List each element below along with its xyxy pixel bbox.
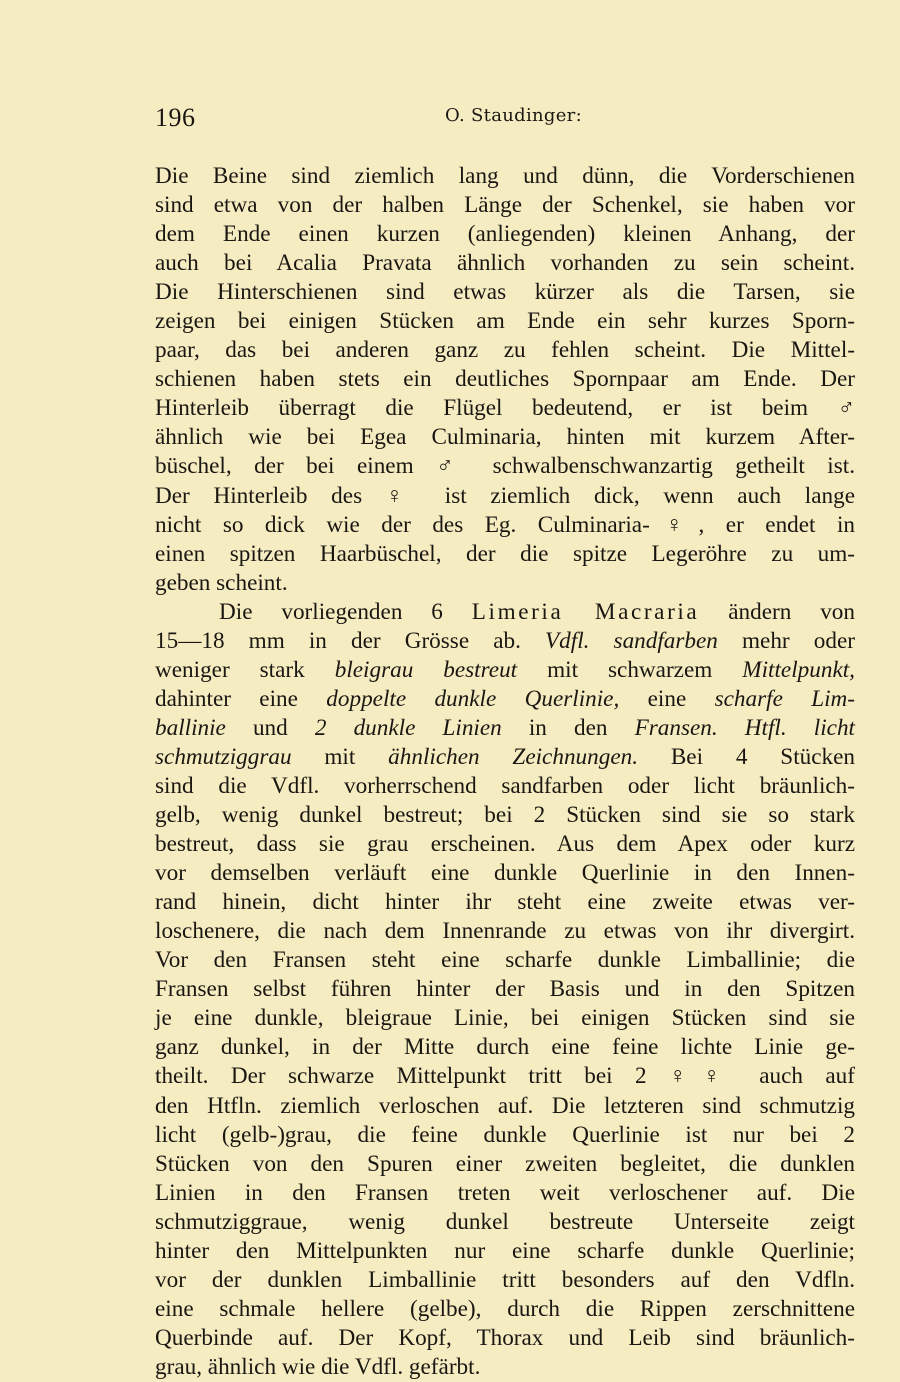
text-line: theilt. Der schwarze Mittelpunkt tritt bei 2 ♀♀ auch auf <box>155 1063 855 1090</box>
running-head: O. Staudinger: <box>445 105 582 126</box>
text-line: hinter den Mittelpunkten nur eine scharfe dunkle Querlinie; <box>155 1237 855 1264</box>
text-line: 15—18 mm in der Grösse ab. Vdfl. sandfarben mehr oder <box>155 627 855 654</box>
text-line: gelb, wenig dunkel bestreut; bei 2 Stücken sind sie so stark <box>155 802 855 829</box>
text-line: schmutziggraue, wenig dunkel bestreute Unterseite zeigt <box>155 1208 855 1235</box>
text-line: den Htfln. ziemlich verloschen auf. Die letzteren sind schmutzig <box>155 1092 855 1119</box>
text-line: Querbinde auf. Der Kopf, Thorax und Leib sind bräunlich- <box>155 1324 855 1351</box>
text-line: zeigen bei einigen Stücken am Ende ein sehr kurzes Sporn- <box>155 308 855 335</box>
text-line: bestreut, dass sie grau erscheinen. Aus dem Apex oder kurz <box>155 831 855 858</box>
text-line: Die vorliegenden 6 Limeria Macraria ändern von <box>219 598 855 625</box>
text-line: vor der dunklen Limballinie tritt besonders auf den Vdfln. <box>155 1266 855 1293</box>
text-line: Fransen selbst führen hinter der Basis und in den Spitzen <box>155 976 855 1003</box>
text-line: rand hinein, dicht hinter ihr steht eine zweite etwas ver- <box>155 889 855 916</box>
page-header <box>155 103 855 133</box>
text-line: sind etwa von der halben Länge der Schenkel, sie haben vor <box>155 192 855 219</box>
species-name: Limeria Macraria <box>471 598 700 625</box>
text-line: licht (gelb-)grau, die feine dunkle Querlinie ist nur bei 2 <box>155 1121 855 1148</box>
text-line: dem Ende einen kurzen (anliegenden) kleinen Anhang, der <box>155 221 855 248</box>
text-line: Die Hinterschienen sind etwas kürzer als die Tarsen, sie <box>155 279 855 306</box>
text-line: paar, das bei anderen ganz zu fehlen scheint. Die Mittel- <box>155 337 855 364</box>
text-line: schmutziggrau mit ähnlichen Zeichnungen. Bei 4 Stücken <box>155 743 855 770</box>
text-line: schienen haben stets ein deutliches Spornpaar am Ende. Der <box>155 366 855 393</box>
text-line: vor demselben verläuft eine dunkle Querlinie in den Innen- <box>155 860 855 887</box>
text-line: Hinterleib überragt die Flügel bedeutend, er ist beim ♂ <box>155 395 855 422</box>
text-line: büschel, der bei einem ♂ schwalbenschwanzartig getheilt ist. <box>155 453 855 480</box>
text-line: ähnlich wie bei Egea Culminaria, hinten mit kurzem After- <box>155 424 855 451</box>
text-line: Der Hinterleib des ♀ ist ziemlich dick, wenn auch lange <box>155 482 855 509</box>
text-line: weniger stark bleigrau bestreut mit schwarzem Mittelpunkt, <box>155 656 855 683</box>
text-line: einen spitzen Haarbüschel, der die spitze Legeröhre zu um- <box>155 540 855 567</box>
text-line: Linien in den Fransen treten weit verloschener auf. Die <box>155 1179 855 1206</box>
text-line: geben scheint. <box>155 569 288 596</box>
text-line: dahinter eine doppelte dunkle Querlinie, eine scharfe Lim- <box>155 685 855 712</box>
text-line: je eine dunkle, bleigraue Linie, bei einigen Stücken sind sie <box>155 1005 855 1032</box>
page-number: 196 <box>155 103 196 132</box>
body-text <box>155 162 855 1382</box>
text-line: nicht so dick wie der des Eg. Culminaria-♀, er endet in <box>155 511 855 538</box>
text-line: sind die Vdfl. vorherrschend sandfarben oder licht bräunlich- <box>155 772 855 799</box>
text-line: Die Beine sind ziemlich lang und dünn, die Vorderschienen <box>155 163 855 189</box>
text-line: Vor den Fransen steht eine scharfe dunkle Limballinie; die <box>155 947 855 974</box>
text-line: loschenere, die nach dem Innenrande zu etwas von ihr divergirt. <box>155 918 855 945</box>
text-line: Stücken von den Spuren einer zweiten begleitet, die dunklen <box>155 1150 855 1177</box>
text-line: grau, ähnlich wie die Vdfl. gefärbt. <box>155 1353 481 1380</box>
text-line: eine schmale hellere (gelbe), durch die Rippen zerschnittene <box>155 1295 855 1322</box>
text-line: ballinie und 2 dunkle Linien in den Fransen. Htfl. licht <box>155 714 855 741</box>
text-line: auch bei Acalia Pravata ähnlich vorhanden zu sein scheint. <box>155 250 855 277</box>
text-line: ganz dunkel, in der Mitte durch eine feine lichte Linie ge- <box>155 1034 855 1061</box>
